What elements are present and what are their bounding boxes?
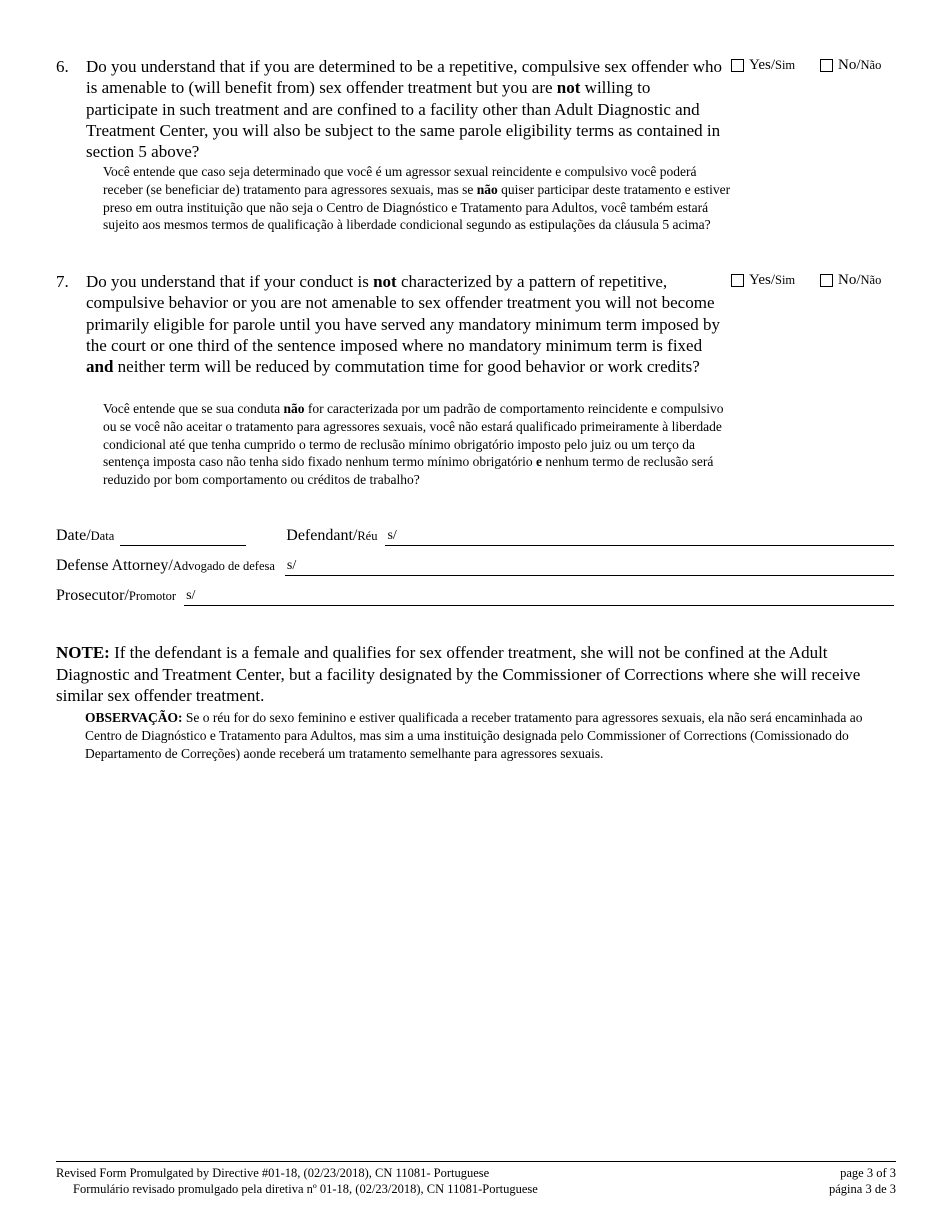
note-section: [56, 642, 901, 763]
question-number: 6.: [56, 57, 69, 76]
no-checkbox[interactable]: No/ Não: [820, 271, 881, 289]
checkbox-icon[interactable]: [820, 274, 833, 287]
attorney-signature-field[interactable]: s/: [285, 558, 894, 576]
attorney-label: Defense Attorney/Advogado de defesa: [56, 557, 275, 574]
question-text-pt: Você entende que se sua conduta não for caracterizada por um padrão de comportamento reincidente e compulsivo ou se você não aceitar o tratamento para agressores sexuais, você não estará qualificado primeiramente à liberdade condicional até que tenha cumprido o termo de reclusão mínimo obrigatório imposto pelo juiz ou um terço da sentença imposta caso não tenha sido fixado nenhum termo mínimo obrigatório e nenhum termo de reclusão será reduzido por bom comportamento ou créditos de trabalho?: [103, 401, 724, 488]
page-footer: [56, 1161, 896, 1196]
question-text-pt: Você entende que caso seja determinado que você é um agressor sexual reincidente e compulsivo você poderá receber (se beneficiar de) tratamento para agressores sexuais, mas se não quiser participar deste tratamento e estiver preso em outra instituição que não seja o Centro de Diagnóstico e Tratamento para Adultos, você também estará sujeito aos mesmos termos de qualificação à liberdade condicional segundo as estipulações da cláusula 5 acima?: [103, 164, 731, 233]
defendant-signature-field[interactable]: s/: [385, 528, 894, 546]
checkbox-icon[interactable]: [820, 59, 833, 72]
no-checkbox[interactable]: No/ Não: [820, 56, 881, 74]
checkbox-icon[interactable]: [731, 274, 744, 287]
defendant-label: Defendant/Réu: [286, 527, 378, 544]
prosecutor-row: [56, 586, 894, 606]
attorney-row: [56, 556, 894, 576]
note-en: NOTE: If the defendant is a female and qualifies for sex offender treatment, she will not be confined at the Adult Diagnostic and Treatment Center, but a facility designated by the Commissioner of Corrections where she will receive similar sex offender treatment.: [56, 643, 861, 705]
date-label: Date/Data: [56, 527, 115, 544]
footer-page-number: page 3 of 3 página 3 de 3: [829, 1166, 896, 1196]
checkbox-icon[interactable]: [731, 59, 744, 72]
question-text-en: Do you understand that if your conduct is not characterized by a pattern of repetitive, compulsive behavior or you are not amenable to sex offender treatment you will not become primarily eligible for parole until you have served any mandatory minimum term imposed by the court or one third of the sentence imposed where no mandatory minimum term is fixed and neither term will be reduced by commutation time for good behavior or work credits?: [86, 272, 721, 377]
date-field[interactable]: [120, 528, 246, 546]
footer-revision: Revised Form Promulgated by Directive #01-18, (02/23/2018), CN 11081- Portuguese Formulário revisado promulgado pela diretiva nº 01-18, (02/23/2018), CN 11081-Portuguese: [56, 1166, 538, 1196]
note-pt: OBSERVAÇÃO: Se o réu for do sexo feminino e estiver qualificada a receber tratamento para agressores sexuais, ela não será encaminhada ao Centro de Diagnóstico e Tratamento para Adultos, mas sim a uma instituição designada pelo Commissioner of Corrections (Comissionado do Departamento de Correções) aonde receberá um tratamento semelhante para agressores sexuais.: [85, 709, 863, 761]
prosecutor-label: Prosecutor/Promotor: [56, 587, 177, 604]
yes-checkbox[interactable]: Yes/ Sim: [731, 56, 795, 74]
yes-checkbox[interactable]: Yes/ Sim: [731, 271, 795, 289]
date-defendant-row: [56, 526, 894, 546]
prosecutor-signature-field[interactable]: s/: [184, 588, 894, 606]
question-text-en: Do you understand that if you are determined to be a repetitive, compulsive sex offender who is amenable to (will benefit from) sex offender treatment but you are not willing to participate in such treatment and are confined to a facility other than Adult Diagnostic and Treatment Center, you will also be subject to the same parole eligibility terms as contained in section 5 above?: [86, 57, 723, 162]
question-number: 7.: [56, 272, 69, 291]
